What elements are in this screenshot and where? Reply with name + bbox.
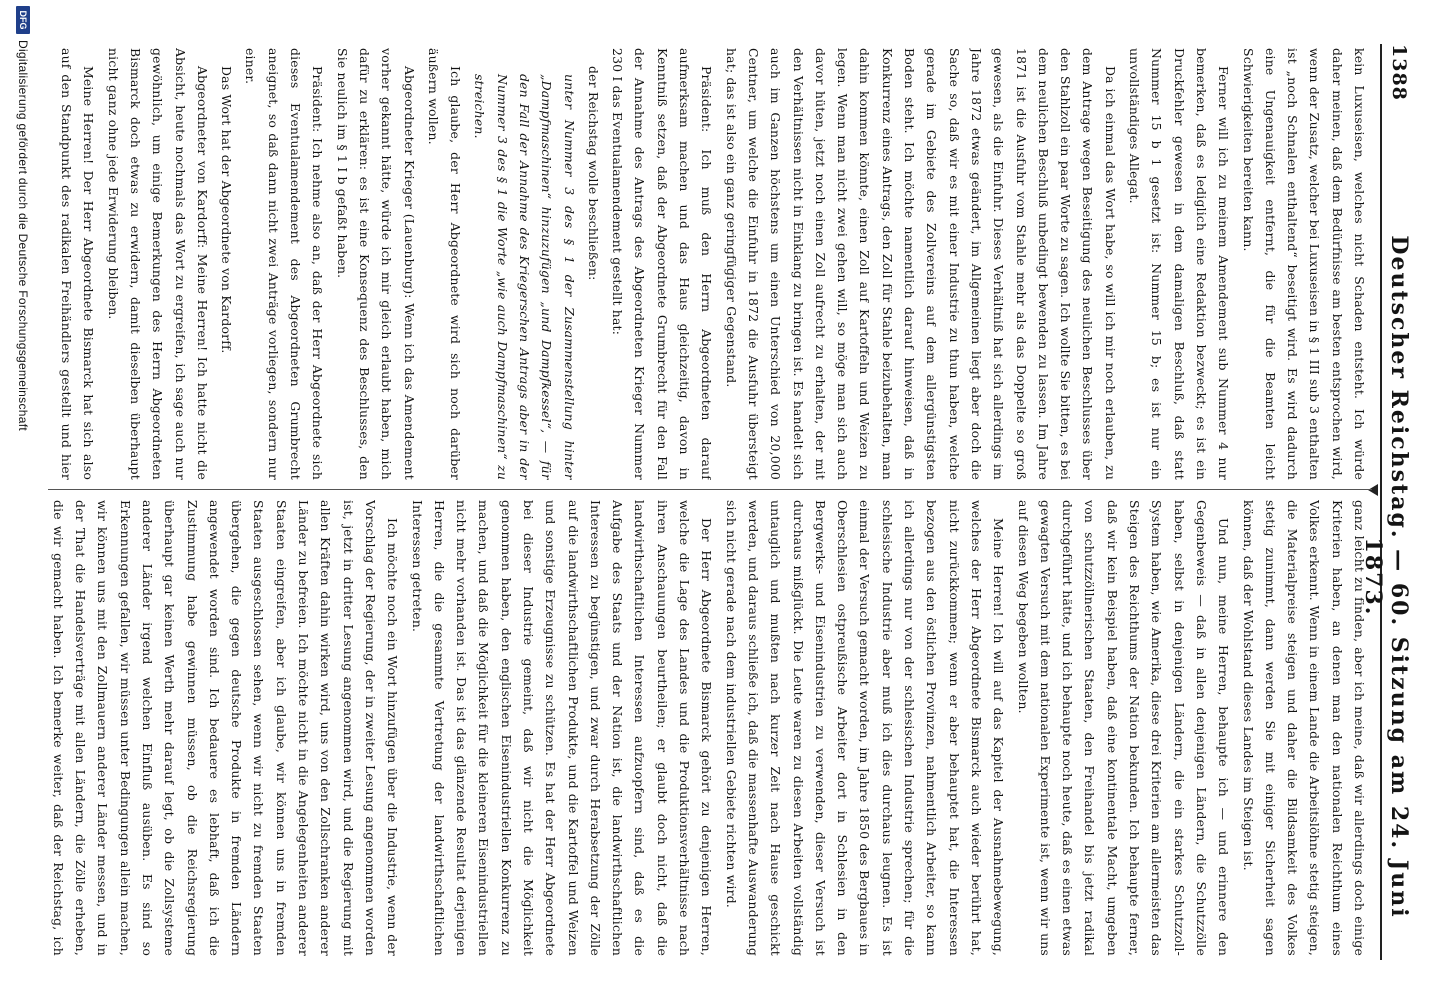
paragraph-speaker: Abgeordneter Krieger (Lauenburg): Wenn ich das Amendement vorher gekannt hätte, würde ich mir gleich erlaubt haben, mich dafür zu erklären: es ist eine Konsequenz des Beschlusses, den Sie neulich im § 1 I b gefaßt haben. <box>334 48 417 480</box>
digitization-credit: Digitalisierung gefördert durch die Deutsche Forschungsgemeinschaft <box>16 40 30 431</box>
paragraph: Meine Herren! Ich will auf das Kapitel der Ausnahmebewegung, welches der Herr Abgeordnete Bismarck auch wieder berührt hat, nicht zurückkommen; wenn er aber behauptet hat, die Interessen bezogen aus den östlichen Provinzen, nahmentlich Arbeiter, so kann ich allerdings nur von der schlesischen Industrie sprechen; für die schlesische Industrie aber muß ich dies durchaus leugnen. Es ist einmal der Versuch gemacht worden, im Jahre 1850 des Bergbaues in Oberschlesien ostpreußische Arbeiter dort in Schlesien in den Bergwerks- und Eisenindustrien zu verwenden, dieser Versuch ist durchaus mißglückt. Die Leute waren zu diesen Arbeiten vollständig untauglich und mußten nach kurzer Zeit nach Hause geschickt werden, und daraus schließe ich, daß die massenhafte Auswanderung sich nicht gerade nach dem industriellen Gebiete richten wird. <box>723 500 1007 956</box>
paragraph: Meine Herren! Der Herr Abgeordnete Bismarck hat sich also auf den Standpunkt des radikalen Freihändlers gestellt und hier <box>59 48 97 480</box>
column-marker-icon <box>1368 484 1378 496</box>
paragraph: Ich glaube, der Herr Abgeordnete wird sich noch darüber äußern wollen. <box>425 48 464 480</box>
paragraph: Ferner will ich zu meinem Amendement sub Nummer 4 nur bemerken, daß es lediglich eine Redaktion bezweckt; es ist ein Druckfehler gewesen in dem damaligen Beschluß, daß statt Nummer 15 b 1 gesetzt ist: Nummer 15 b; es ist nur ein unvollständiges Allegat. <box>1127 48 1232 480</box>
paragraph: ganz leicht zu finden, aber ich meine, daß wir allerdings doch einige Kriterien haben, an denen man den nationalen Reichthum eines Volkes erkennt. Wenn in einem Lande die Arbeitslöhne stetig steigen, die Materialpreise steigen und daher die Bildsamkeit des Volkes stetig zunimmt, dann werden Sie mit einiger Sicherheit sagen können, daß der Wohlstand dieses Landes im Steigen ist. <box>1240 500 1367 956</box>
header-title: Deutscher Reichstag. — 60. Sitzung am 24. Juni 1873. <box>1360 235 1412 919</box>
paragraph: der Reichstag wolle beschließen: <box>585 66 601 281</box>
paragraph: Und nun, meine Herren, behaupte ich — und erinnere den Gegenbeweis — daß in allen denjenigen Ländern, die Schutzzölle haben, selbst in denjenigen Ländern, die ein starkes Schutzzoll-System haben, wie Amerika, diese drei Kriterien am allermeisten das Steigen des Reichthums der Nation bekunden. Ich behaupte ferner, daß wir kein Beispiel haben, daß eine kontinentale Macht, umgeben von schutzzöllnerischen Staaten, den Freihandel bis jetzt radikal durchgeführt hätte, und ich behaupte noch heute, daß es einen etwas gewagten Versuch mit dem nationalen Experimente ist, wenn wir uns auf diesen Weg begeben wollten. <box>1015 500 1232 956</box>
footer-credit <box>14 6 32 431</box>
dfg-logo-icon: DFG <box>16 6 30 34</box>
left-column <box>50 48 1370 480</box>
paragraph-president: Präsident: Ich nehme also an, daß der Herr Abgeordnete sich dieses Eventualamendement des Abgeordneten Grumbrecht aneignet, so daß dann nicht zwei Anträge vorliegen, sondern nur einer. <box>243 48 326 480</box>
paragraph: Da ich einmal das Wort habe, so will ich mir noch erlauben, zu dem Antrage wegen Beseitigung des neulichen Beschlusses über den Stahlzoll ein paar Worte zu sagen. Ich wollte Sie bitten, es bei dem neulichen Beschluß unbedingt bewenden zu lassen. Im Jahre 1871 ist die Ausfuhr vom Stahle mehr als das Doppelte so groß gewesen, als die Einfuhr. Dieses Verhältniß hat sich allerdings im Jahre 1872 etwas geändert, im Allgemeinen liegt aber doch die Sache so, daß wir es mit einer Industrie zu thun haben, welche gerade im Gebiete des Zollvereins auf dem allergünstigsten Boden steht. Ich möchte namentlich darauf hinweisen, daß in Konkurrenz eines Antrags, den Zoll für Stahle beizubehalten, man dahin kommen könnte, einen Zoll auf Kartoffeln und Weizen zu legen. Wenn man nicht zwei gehen will, so möge man sich auch davor hüten, jetzt noch einen Zoll aufrecht zu erhalten, der mit den Verhältnissen nicht in Einklang zu bringen ist. Es handelt sich auch im Ganzen höchstens um einen Unterschied von 20,000 Centner, um welche die Einfuhr in 1872 die Ausfuhr übersteigt hat; das ist also ein ganz geringfügiger Gegenstand. <box>723 48 1118 480</box>
page-number: 1388 <box>1388 44 1410 101</box>
amendment-quote: unter Nummer 3 des § 1 der Zusammenstellung hinter „Dampfmaschinen“ hinzuzufügen „und Dampfkessel“, — für den Fall der Annahme des Kriegerschen Antrags aber in der Nummer 3 des § 1 die Worte „wie auch Dampfmaschinen“ zu streichen. <box>472 74 577 480</box>
running-header <box>1360 44 1416 960</box>
paragraph: Das Wort hat der Abgeordnete von Kardorff. <box>219 66 235 354</box>
right-column <box>50 500 1370 956</box>
column-divider <box>48 489 1372 490</box>
paragraph: kein Luxuseisen, welches nicht Schaden entsteht. Ich würde daher meinen, daß dem Bedürfnisse am besten entsprochen wird, wenn der Zusatz, welcher bei Luxuseisen in § 1 III sub 3 enthalten ist „noch Schnalen enthaltend“ beseitigt wird. Es wird dadurch eine Ungenauigkeit entfernt, die für die Beamten leicht Schwierigkeiten bereiten kann. <box>1240 48 1367 480</box>
paragraph: Ich möchte noch ein Wort hinzufügen über die Industrie, wenn der Vorschlag der Regierung, der in zweiter Lesung angenommen worden ist, jetzt in dritter Lesung angenommen wird, und die Regierung mit allen Kräften dahin wirken wird, uns von den Zollschranken anderer Länder zu befreien. Ich möchte nicht in die Angelegenheiten anderer Staaten eingreifen, aber ich glaube, wir können uns in fremden Staaten ausgeschlossen sehen, wenn wir nicht zu fremden Staaten übergehen, die gegen deutsche Produkte in fremden Ländern angewendet worden sind. Ich bedauere es lebhaft, daß ich die Zustimmung habe gewinnen müssen, ob die Reichsregierung überhaupt gar keinen Werth mehr darauf legt, ob die Zollsysteme anderer Länder irgend welchen Einfluß ausüben. Es sind so Erkennungen gefallen, wir müssen unter Bedingungen allein machen, wir können uns mit den Zollmauern anderer Länder messen, und in der That die Handelsverträge mit allen Ländern, die Zölle erheben, die wir gemacht haben. Ich bemerke weiter, daß der Reichstag, ich <box>50 500 401 956</box>
paragraph: Der Herr Abgeordnete Bismarck gehört zu denjenigen Herren, welche die Lage des Landes und die Produktionsverhältnisse nach ihren Anschauungen beurtheilen; er glaubt doch nicht, daß die landwirthschaftlichen Interessen aufzuopfern sind, daß es die Aufgabe des Staats und der Nation ist, die landwirthschaftlichen Interessen zu begünstigen, und zwar durch Herabsetzung der Zölle auf die landwirthschaftlichen Produkte, und die Kartoffel und Weizen und sonstige Erzeugnisse zu schützen. Es hat der Herr Abgeordnete bei dieser Industrie gemeint, daß wir nicht die Möglichkeit genommen haben, den englischen Eisenindustriellen Konkurrenz zu machen, und daß die Möglichkeit für die kleineren Eisenindustriellen nicht mehr vorhanden ist. Das ist das glänzende Resultat derjenigen Herren, die die gesammte Vertretung der landwirthschaftlichen Interessen getreten. <box>409 500 715 956</box>
paragraph-president: Präsident: Ich muß den Herrn Abgeordneten darauf aufmerksam machen und das Haus gleichzeitig, davon in Kenntniß setzen, daß der Abgeordnete Grumbrecht für den Fall der Annahme des Antrags des Abgeordneten Krieger Nummer 230 I das Eventualamendement gestellt hat: <box>610 48 715 480</box>
paragraph-speaker: Abgeordneter von Kardorff: Meine Herren! Ich hatte nicht die Absicht, heute nochmals das Wort zu ergreifen, ich sage auch nur gewöhnlich, um einige Bemerkungen des Herrn Abgeordneten Bismarck doch etwas zu erwidern, damit dieselben überhaupt nicht ganz ohne jede Erwiderung bleiben. <box>105 48 210 480</box>
